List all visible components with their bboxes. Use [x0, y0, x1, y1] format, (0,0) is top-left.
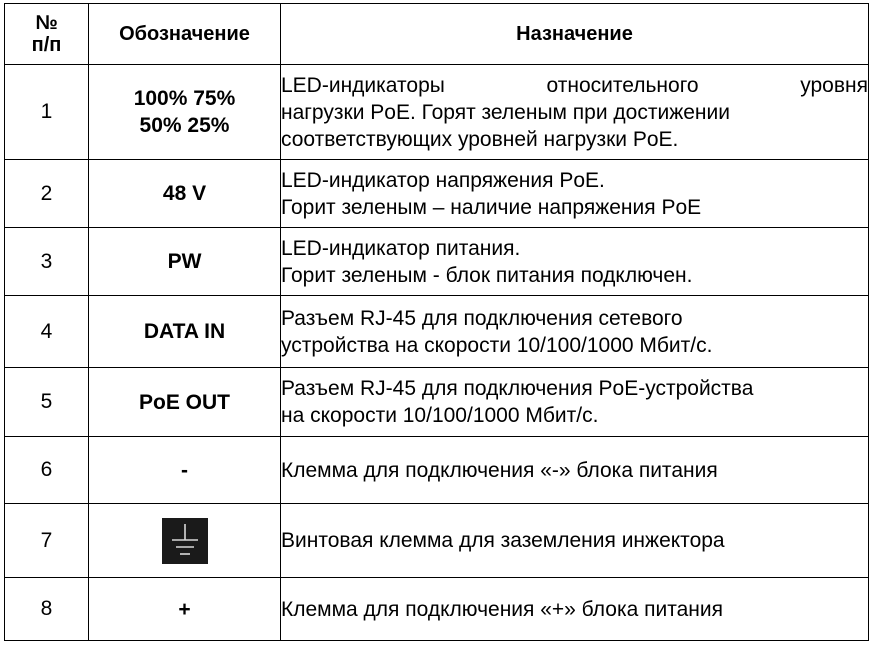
header-number-line1: № — [35, 12, 58, 34]
row-number: 6 — [5, 437, 89, 504]
row-number: 1 — [5, 65, 89, 160]
purpose-line: Разъем RJ-45 для подключения PoE-устройства — [281, 377, 754, 400]
table-row — [5, 578, 869, 641]
row-purpose — [281, 504, 869, 578]
header-number-line2: п/п — [31, 34, 62, 56]
table-row — [5, 228, 869, 296]
purpose-line: Горит зеленым - блок питания подключен. — [281, 263, 693, 287]
row-purpose — [281, 437, 869, 504]
row-number: 7 — [5, 504, 89, 578]
designation-line: 100% 75% — [133, 87, 236, 110]
row-designation: PW — [89, 228, 281, 296]
row-number: 2 — [5, 160, 89, 228]
row-purpose — [281, 65, 869, 160]
spec-table — [4, 3, 869, 641]
table-row — [5, 160, 869, 228]
row-purpose — [281, 296, 869, 368]
purpose-line: LED-индикатор питания. — [281, 236, 521, 260]
row-number: 8 — [5, 578, 89, 641]
row-designation — [89, 504, 281, 578]
purpose-line: на скорости 10/100/1000 Мбит/с. — [281, 404, 599, 427]
purpose-line: LED-индикаторы относительного уровня — [281, 73, 868, 97]
table-row — [5, 296, 869, 368]
designation-line: 50% 25% — [139, 114, 230, 137]
table-header-row — [5, 4, 869, 65]
purpose-line: Горит зеленым – наличие напряжения PoE — [281, 195, 702, 219]
header-designation: Обозначение — [89, 4, 281, 65]
ground-icon — [162, 518, 208, 564]
purpose-line: Клемма для подключения «-» блока питания — [281, 458, 718, 482]
row-designation: 48 V — [89, 160, 281, 228]
header-number — [5, 4, 89, 65]
table-row — [5, 65, 869, 160]
header-purpose: Назначение — [281, 4, 869, 65]
row-designation: DATA IN — [89, 296, 281, 368]
row-designation: - — [89, 437, 281, 504]
purpose-line: LED-индикатор напряжения PoE. — [281, 168, 605, 192]
row-purpose — [281, 368, 869, 437]
row-number: 3 — [5, 228, 89, 296]
row-designation: PoE OUT — [89, 368, 281, 437]
row-purpose — [281, 160, 869, 228]
purpose-line: Разъем RJ-45 для подключения сетевого — [281, 306, 683, 330]
table-row — [5, 437, 869, 504]
row-purpose — [281, 578, 869, 641]
table-row — [5, 368, 869, 437]
row-designation: + — [89, 578, 281, 641]
purpose-line: устройства на скорости 10/100/1000 Мбит/с. — [281, 333, 713, 357]
purpose-line: Клемма для подключения «+» блока питания — [281, 597, 723, 621]
purpose-line: Винтовая клемма для заземления инжектора — [281, 529, 725, 552]
row-purpose — [281, 228, 869, 296]
row-number: 5 — [5, 368, 89, 437]
row-designation — [89, 65, 281, 160]
row-number: 4 — [5, 296, 89, 368]
table-row — [5, 504, 869, 578]
purpose-line: нагрузки PoE. Горят зеленым при достижении — [281, 100, 730, 124]
purpose-line: соответствующих уровней нагрузки PoE. — [281, 127, 679, 151]
